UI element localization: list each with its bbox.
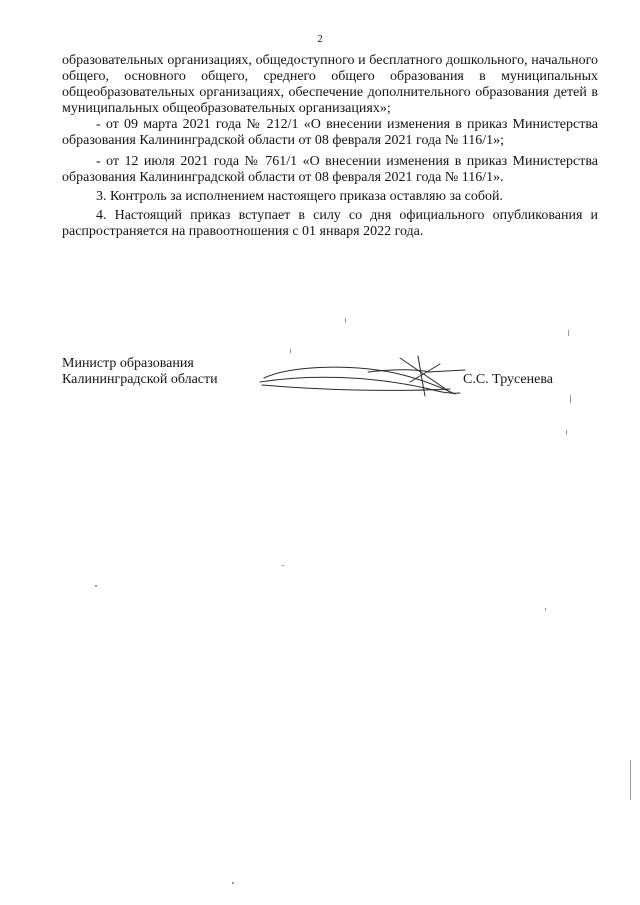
scan-speck [566, 430, 567, 435]
signatory-title-line-2: Калининградской области [62, 372, 218, 387]
scan-speck [570, 395, 571, 403]
document-body [62, 53, 598, 240]
paragraph-amendment-2: - от 12 июля 2021 года № 761/1 «О внесении изменения в приказ Министерства образования Калининградской области от 08 февраля 2021 года № 116/1». [62, 153, 598, 185]
scan-speck [95, 585, 97, 587]
scan-speck [630, 760, 631, 800]
scan-speck [282, 565, 284, 566]
signatory-title-line-1: Министр образования [62, 356, 194, 371]
paragraph-amendment-1: - от 09 марта 2021 года № 212/1 «О внесении изменения в приказ Министерства образования Калининградской области от 08 февраля 2021 года № 116/1»; [62, 117, 598, 149]
page-number: 2 [317, 33, 323, 45]
scan-speck [345, 318, 346, 323]
paragraph-continuation: образовательных организациях, общедоступного и бесплатного дошкольного, начального общего, основного общего, среднего общего образования в муниципальных общеобразовательных организациях, обеспечение дополнительного образования детей в муниципальных общеобразовательных организациях»; [62, 53, 598, 117]
signatory-name: С.С. Трусенева [463, 372, 553, 387]
scan-speck [232, 882, 234, 884]
paragraph-item-3: 3. Контроль за исполнением настоящего приказа оставляю за собой. [96, 188, 504, 204]
scan-speck [568, 330, 569, 336]
paragraph-item-4: 4. Настоящий приказ вступает в силу со дня официального опубликования и распространяется на правоотношения с 01 января 2022 года. [62, 207, 598, 239]
signatory-title [62, 356, 262, 388]
scan-speck [290, 349, 291, 353]
scan-speck [545, 608, 546, 611]
handwritten-signature [250, 352, 475, 402]
